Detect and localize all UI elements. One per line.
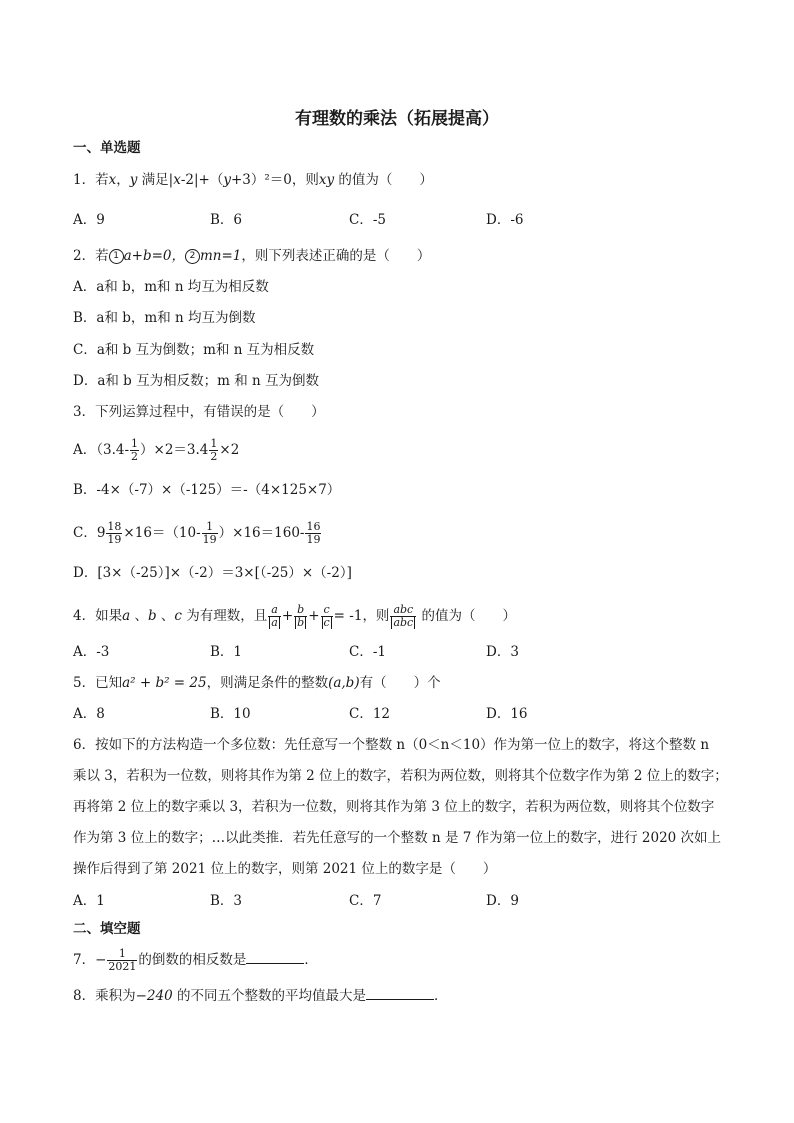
q6-option-d[interactable]: D．9: [486, 893, 519, 909]
q4-text: 4．如果: [73, 608, 123, 624]
q1-text: +3）²＝0，则: [230, 172, 319, 188]
q1-var-xy: xy: [318, 172, 335, 188]
question-8-stem: [73, 985, 447, 1006]
fraction-denominator: 19: [202, 533, 217, 546]
fraction-denominator: 19: [306, 533, 321, 546]
fraction-numerator: 1: [131, 437, 139, 450]
fraction: [294, 604, 307, 629]
circled-two-icon: 2: [185, 249, 200, 264]
q5-text: 5．已知: [73, 675, 123, 691]
fraction: [390, 604, 416, 629]
fraction: [268, 604, 281, 629]
q4-text: ，则: [362, 608, 390, 624]
q1-var-y: y: [223, 172, 231, 188]
fraction-denominator: c: [323, 616, 330, 629]
q1-text: -2|+（: [180, 172, 224, 188]
q1-var-x: x: [173, 172, 181, 188]
q4-option-b[interactable]: B．1: [210, 644, 243, 660]
fraction-denominator: b: [297, 616, 305, 629]
q3-option-c[interactable]: [73, 521, 322, 546]
section-heading-fill-in: 二、填空题: [73, 921, 141, 937]
section-heading-single-choice: 一、单选题: [73, 140, 141, 156]
question-6-line-4: 作为第 3 位上的数字；…以此类推．若先任意写的一个整数 n 是 7 作为第一位上的数字，进行 2020 次如上: [73, 830, 722, 846]
q5-text: ，则满足条件的整数: [206, 675, 329, 691]
q3-a-text: A．（3.4-: [73, 442, 130, 458]
q7-answer-blank[interactable]: [246, 949, 304, 964]
q4-text: 的值为（ ）: [417, 608, 516, 624]
circled-one-icon: 1: [109, 249, 124, 264]
q4-option-c[interactable]: C．-1: [349, 644, 386, 660]
q8-text: 8．乘积为: [73, 988, 136, 1004]
q8-value: −240: [135, 988, 173, 1004]
fraction-denominator: abc: [393, 616, 414, 629]
q5-option-b[interactable]: B．10: [210, 706, 251, 722]
q5-option-d[interactable]: D．16: [486, 706, 528, 722]
question-2-stem: [73, 246, 430, 266]
question-6-line-2: 乘以 3，若积为一位数，则将其作为第 2 位上的数字，若积为两位数，则将其个位数字作为第 2 位上的数字；: [73, 768, 728, 784]
q4-var-c: c: [174, 608, 182, 624]
fraction-denominator: 2021: [108, 960, 137, 973]
q2-condition-1: a+b=0，: [123, 248, 185, 264]
fraction-denominator: a: [271, 616, 278, 629]
q5-pair: (a,b): [328, 675, 360, 691]
q3-option-b[interactable]: B．-4×（-7）×（-125）＝-（4×125×7）: [73, 482, 341, 498]
q2-text: ，则下列表述正确的是（ ）: [241, 248, 431, 264]
fraction-numerator: a: [268, 604, 281, 617]
q7-minus-sign: −: [95, 952, 107, 968]
question-3-stem: 3．下列运算过程中，有错误的是（ ）: [73, 404, 325, 420]
q4-text: 为有理数，且: [181, 608, 268, 624]
q7-text: 的倒数的相反数是: [138, 952, 247, 968]
q3-option-a[interactable]: [73, 438, 239, 463]
fraction-numerator: 16: [306, 520, 321, 533]
q6-option-b[interactable]: B．3: [210, 893, 243, 909]
q8-text: ．: [433, 988, 448, 1004]
q2-condition-2: mn=1: [200, 248, 242, 264]
q4-text: 、: [130, 608, 148, 624]
fraction: [106, 521, 122, 546]
q3-a-text: ）×2＝3.4: [140, 442, 209, 458]
q2-text: 2．若: [73, 248, 109, 264]
q5-equation: a² + b² = 25: [122, 675, 207, 691]
q2-option-b[interactable]: B．a和 b，m和 n 均互为倒数: [73, 310, 256, 326]
q5-option-a[interactable]: A．8: [73, 706, 105, 722]
q7-text: ．: [304, 952, 318, 968]
q1-text: 若: [95, 172, 109, 188]
q3-a-text: ×2: [219, 442, 240, 458]
q4-var-b: b: [147, 608, 157, 624]
q2-option-d[interactable]: D．a和 b 互为相反数；m 和 n 互为倒数: [73, 373, 319, 389]
fraction: [107, 948, 137, 973]
q4-option-d[interactable]: D．3: [486, 644, 519, 660]
q1-option-b[interactable]: B．6: [210, 212, 243, 228]
question-5-stem: [73, 673, 441, 693]
q4-equation-rhs: = -1: [333, 608, 363, 624]
fraction-numerator: b: [294, 604, 307, 617]
q1-option-a[interactable]: A．9: [73, 212, 105, 228]
fraction: [305, 521, 321, 546]
fraction-numerator: abc: [390, 604, 416, 617]
q1-text: ，: [116, 172, 130, 188]
q2-option-a[interactable]: A．a和 b，m和 n 均互为相反数: [73, 279, 269, 295]
q5-text: 有（ ）个: [359, 675, 441, 691]
q4-var-a: a: [122, 608, 131, 624]
q1-var-y: y: [129, 172, 138, 188]
q1-option-c[interactable]: C．-5: [349, 212, 386, 228]
fraction: [321, 604, 333, 629]
fraction-denominator: 19: [107, 533, 122, 546]
fraction-denominator: 2: [210, 450, 218, 463]
q7-number: 7．: [73, 952, 96, 968]
q2-option-c[interactable]: C．a和 b 互为倒数；m和 n 互为相反数: [73, 342, 315, 358]
question-6-line-3: 再将第 2 位上的数字乘以 3，若积为一位数，则将其作为第 3 位上的数字，若积为两位数，则将其个位数字: [73, 799, 715, 815]
q3-c-text: ）×16＝160-: [218, 525, 305, 541]
q3-c-text: C．9: [73, 525, 106, 541]
question-6-line-1: 6．按如下的方法构造一个多位数：先任意写一个整数 n（0＜n＜10）作为第一位上的数字，将这个整数 n: [73, 737, 710, 753]
q8-answer-blank[interactable]: [366, 985, 434, 1000]
q1-option-d[interactable]: D．-6: [486, 212, 524, 228]
q6-option-a[interactable]: A．1: [73, 893, 105, 909]
question-1-stem: [73, 170, 433, 190]
q5-option-c[interactable]: C．12: [349, 706, 391, 722]
fraction-numerator: c: [321, 604, 333, 617]
q1-var-x: x: [108, 172, 117, 188]
q8-text: 的不同五个整数的平均值最大是: [172, 988, 366, 1004]
fraction: [130, 438, 139, 463]
fraction: [209, 438, 218, 463]
fraction-numerator: 1: [107, 948, 137, 961]
page-title: 有理数的乘法（拓展提高）: [295, 109, 499, 129]
question-6-line-5: 操作后得到了第 2021 位上的数字，则第 2021 位上的数字是（ ）: [73, 861, 497, 877]
q1-text: 的值为（ ）: [334, 172, 433, 188]
q3-option-d[interactable]: D．[3×（-25）]×（-2）＝3×[（-25）×（-2）]: [73, 565, 352, 581]
question-4-stem: 4．如果a 、b 、c 为有理数，且 $\frac{a}{a}$ + $\frac{b}{b}$ + $\frac{c}{c}$ = -1，则 $\frac{\text{abc}}{\text{abc}}$ 的值为（ ）: [73, 603, 516, 629]
q4-option-a[interactable]: A．-3: [73, 644, 110, 660]
fraction-numerator: 1: [202, 521, 218, 534]
q4-text: 、: [156, 608, 175, 624]
q1-number: 1．: [73, 172, 96, 188]
q1-text: 满足|: [137, 172, 174, 188]
q3-c-text: ×16＝（10-: [123, 525, 201, 541]
fraction-numerator: 1: [210, 437, 218, 450]
fraction-numerator: 18: [107, 520, 122, 533]
fraction-denominator: 2: [131, 450, 139, 463]
q6-option-c[interactable]: C．7: [349, 893, 382, 909]
question-7-stem: [73, 948, 318, 973]
fraction: [202, 521, 218, 546]
